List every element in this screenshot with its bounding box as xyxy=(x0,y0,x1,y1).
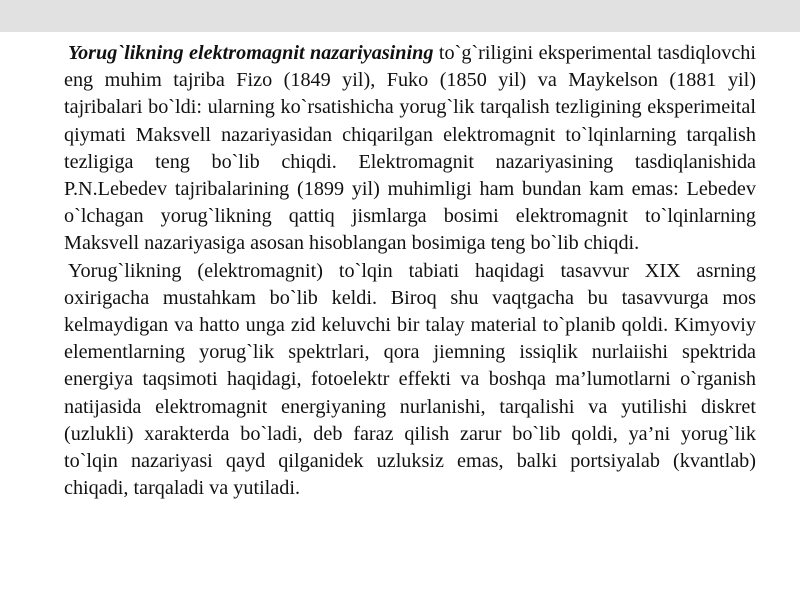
paragraph-1 xyxy=(64,40,756,258)
emphasized-phrase: Yorug`likning elektromagnit nazariyasining xyxy=(68,42,434,64)
paragraph-2-text: Yorug`likning (elektromagnit) to`lqin tabiati haqidagi tasavvur XIX asrning oxirigacha mustahkam bo`lib keldi. Biroq shu vaqtgacha bu tasavvurga mos kelmaydigan va hatto unga zid keluvchi bir talay material to`planib qoldi. Kimyoviy elementlarning yorug`lik spektrlari, qora jiemning issiqlik nurlaiishi spektrida energiya taqsimoti haqidagi, fotoelektr effekti va boshqa ma’lumotlarni o`rganish natijasida elektromagnit energiyaning nurlanishi, tarqalishi va yutilishi diskret (uzlukli) xarakterda bo`ladi, deb faraz qilish zarur bo`lib qoldi, ya’ni yorug`lik to`lqin nazariyasi qayd qilganidek uzluksiz emas, balki portsiyalab (kvantlab) chiqadi, tarqaladi va yutiladi. xyxy=(64,259,756,500)
top-bar xyxy=(0,0,800,32)
document-page xyxy=(64,40,756,502)
paragraph-2 xyxy=(64,258,756,503)
paragraph-1-text: to`g`riligini eksperimental tasdiqlovchi eng muhim tajriba Fizo (1849 yil), Fuko (1850 yil) va Maykelson (1881 yil) tajribalari bo`ldi: ularning ko`rsatishicha yorug`lik tarqalish tezligining eksperimeital qiymati Maksvell nazariyasidan chiqarilgan elektromagnit to`lqinlarning tarqalish tezligiga teng bo`lib chiqdi. Elektromagnit nazariyasining tasdiqlanishida P.N.Lebedev tajribalarining (1899 yil) muhimligi ham bundan kam emas: Lebedev o`lchagan yorug`likning qattiq jismlarga bosimi elektromagnit to`lqinlarning Maksvell nazariyasiga asosan hisoblangan bosimiga teng bo`lib chiqdi. xyxy=(64,42,757,255)
